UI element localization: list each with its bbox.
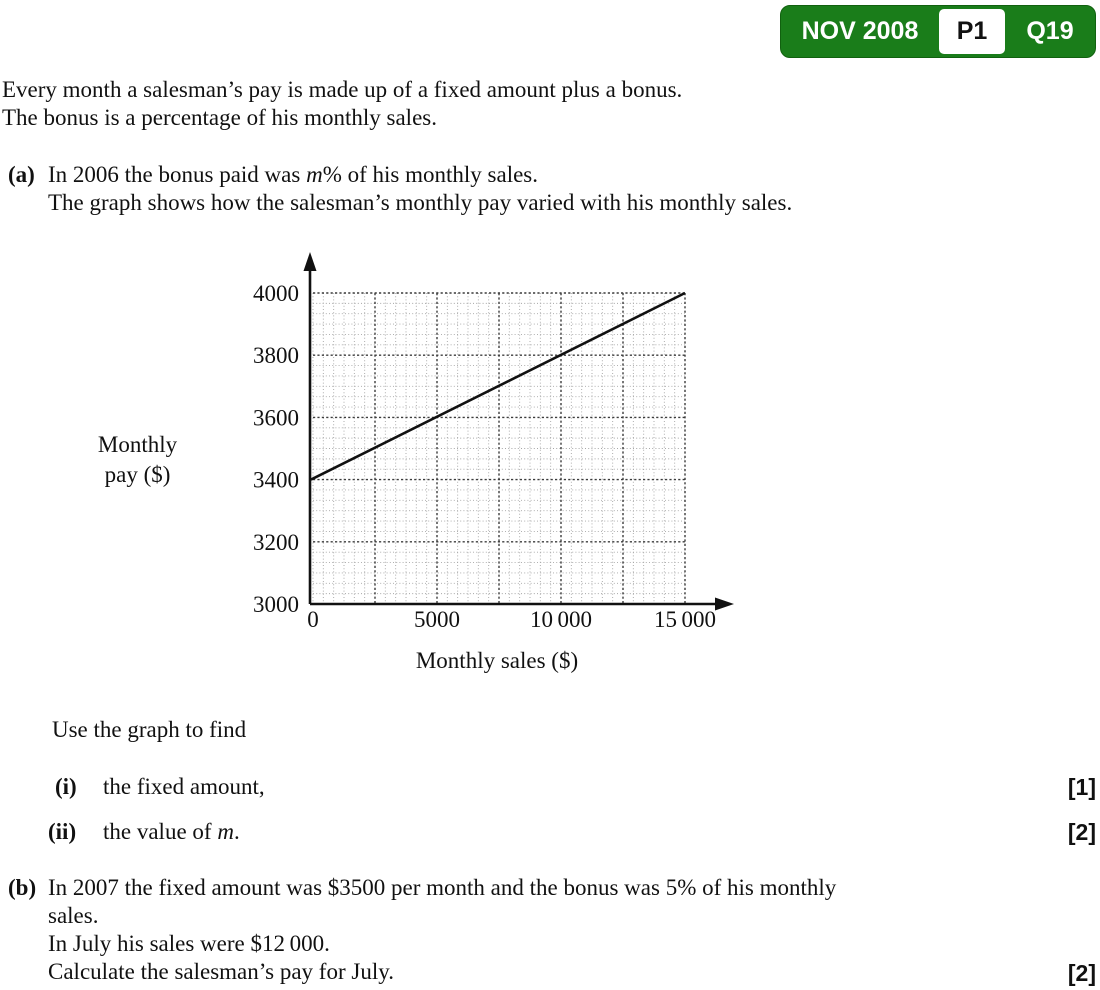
y-tick-label: 3000	[253, 592, 299, 617]
axes	[310, 268, 718, 604]
part-b-line-1: In 2007 the fixed amount was $3500 per month and the bonus was 5% of his monthly	[48, 875, 837, 900]
x-tick-label: 0	[307, 607, 319, 632]
question-intro	[2, 76, 682, 132]
grid-major	[313, 293, 685, 604]
part-b-text	[48, 874, 836, 986]
x-tick-label: 10 000	[529, 607, 593, 632]
part-b-line-3: In July his sales were $12 000.	[48, 931, 330, 956]
y-tick-label: 3800	[253, 343, 299, 369]
x-tick-label: 15 000	[653, 607, 717, 632]
use-graph-instruction: Use the graph to find	[52, 717, 247, 742]
badge-question: Q19	[1026, 17, 1074, 45]
part-b-line-2: sales.	[48, 903, 99, 928]
x-tick-label: 5000	[414, 607, 460, 632]
part-a-line-1: In 2006 the bonus paid was m% of his monthly sales.	[48, 162, 538, 187]
part-a-label: (a)	[8, 162, 35, 187]
y-tick-label: 4000	[253, 281, 299, 306]
badge-paper: P1	[939, 9, 1005, 54]
variable-m: m	[217, 819, 234, 844]
variable-m: m	[306, 162, 323, 187]
x-axis-title: Monthly sales ($)	[415, 648, 579, 673]
intro-line-1: Every month a salesman’s pay is made up of a fixed amount plus a bonus.	[2, 77, 683, 102]
part-i-marks: [1]	[1067, 774, 1096, 800]
part-i-text: the fixed amount,	[103, 774, 265, 799]
exam-reference-badge	[780, 5, 1096, 58]
part-ii-label: (ii)	[48, 819, 77, 844]
tick-labels	[253, 281, 716, 632]
x-axis-arrow-icon	[715, 598, 734, 611]
y-axis-title: Monthly pay ($)	[97, 432, 178, 487]
part-i-label: (i)	[55, 774, 77, 799]
part-b-marks: [2]	[1067, 960, 1096, 986]
intro-line-2: The bonus is a percentage of his monthly sales.	[2, 105, 437, 130]
part-b-line-4: Calculate the salesman’s pay for July.	[48, 959, 394, 984]
y-tick-label: 3600	[253, 405, 299, 431]
y-tick-label: 3400	[253, 467, 299, 493]
part-b-label: (b)	[8, 875, 37, 900]
badge-session: NOV 2008	[801, 17, 919, 45]
y-axis-arrow-icon	[304, 252, 317, 271]
part-ii-text: the value of m.	[103, 819, 240, 844]
y-tick-label: 3200	[253, 529, 299, 555]
part-ii-marks: [2]	[1067, 819, 1096, 845]
monthly-pay-line	[311, 293, 685, 480]
part-a-line-2: The graph shows how the salesman’s monthly pay varied with his monthly sales.	[48, 190, 793, 215]
